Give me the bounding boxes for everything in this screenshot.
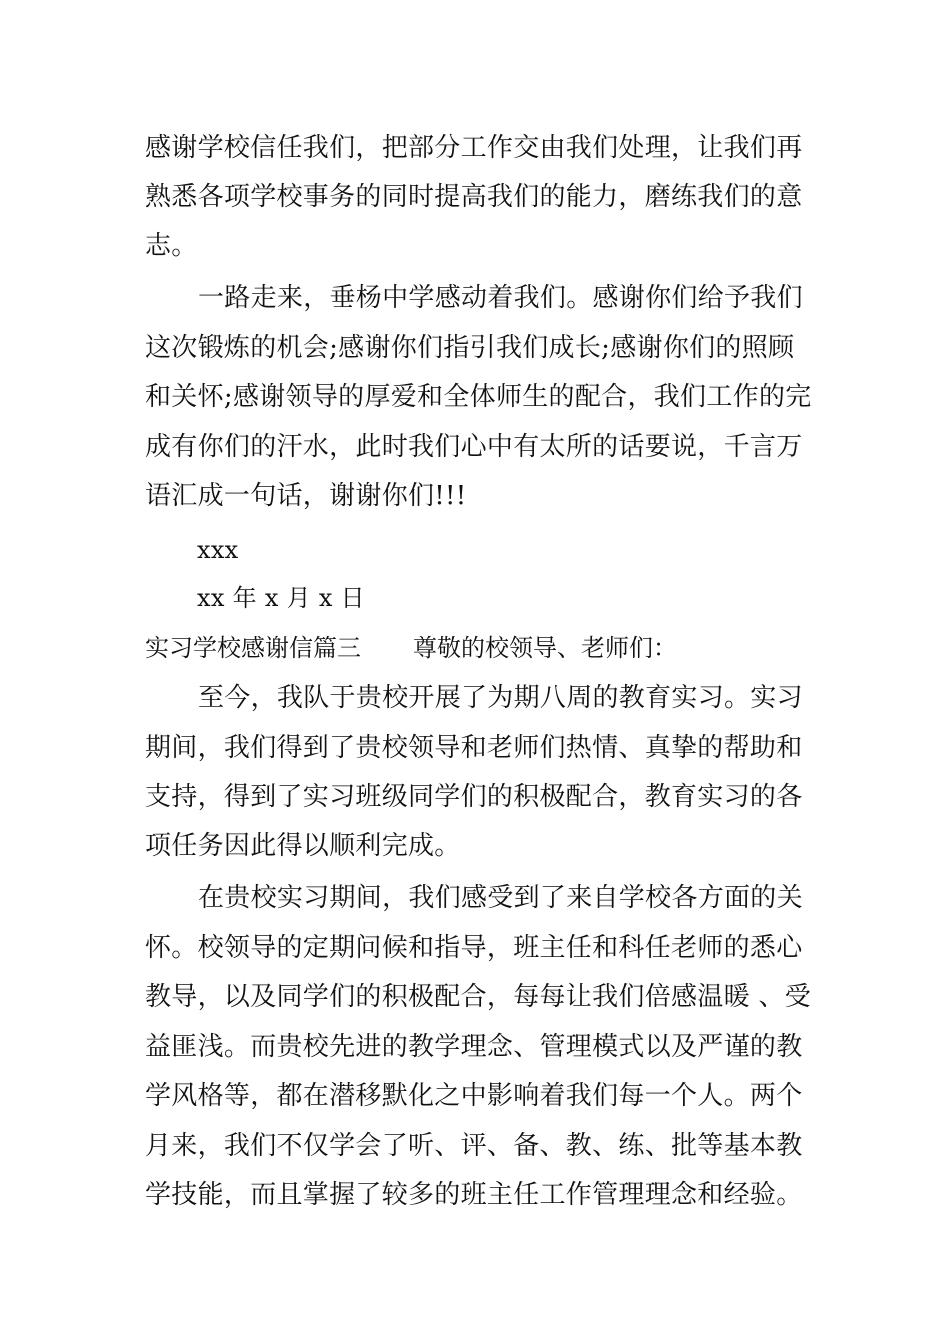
- paragraph-3-line-1: 至今，我队于贵校开展了为期八周的教育实习。实习: [198, 683, 803, 713]
- paragraph-4-line-6: 月来，我们不仅学会了听、评、备、教、练、批等基本教: [145, 1131, 803, 1161]
- paragraph-4-line-2: 怀。校领导的定期问候和指导，班主任和科任老师的悉心: [145, 933, 803, 963]
- date-line: xx 年 x 月 x 日: [197, 584, 365, 612]
- paragraph-3-line-4: 项任务因此得以顺利完成。: [145, 831, 461, 861]
- paragraph-1-line-2: 熟悉各项学校事务的同时提高我们的能力，磨练我们的意: [145, 182, 803, 212]
- signature: xxx: [197, 536, 239, 564]
- salutation: 尊敬的校领导、老师们：: [413, 634, 677, 662]
- paragraph-4-line-3: 教导，以及同学们的积极配合，每每让我们倍感温暖 、受: [145, 982, 812, 1012]
- paragraph-1-line-1: 感谢学校信任我们，把部分工作交由我们处理，让我们再: [145, 133, 803, 163]
- paragraph-2-line-2: 这次锻炼的机会;感谢你们指引我们成长;感谢你们的照顾: [145, 333, 795, 363]
- paragraph-2-line-4: 成有你们的汗水，此时我们心中有太所的话要说，千言万: [145, 432, 803, 462]
- paragraph-3-line-2: 期间，我们得到了贵校领导和老师们热情、真挚的帮助和: [145, 733, 803, 763]
- section-title: 实习学校感谢信篇三: [145, 634, 361, 662]
- paragraph-3-line-3: 支持，得到了实习班级同学们的积极配合，教育实习的各: [145, 782, 803, 812]
- paragraph-2-line-1: 一路走来，垂杨中学感动着我们。感谢你们给予我们: [198, 283, 803, 313]
- paragraph-4-line-7: 学技能，而且掌握了较多的班主任工作管理理念和经验。: [145, 1180, 803, 1210]
- paragraph-4-line-5: 学风格等，都在潜移默化之中影响着我们每一个人。两个: [145, 1081, 803, 1111]
- paragraph-4-line-4: 益匪浅。而贵校先进的教学理念、管理模式以及严谨的教: [145, 1032, 803, 1062]
- paragraph-4-line-1: 在贵校实习期间，我们感受到了来自学校各方面的关: [198, 883, 803, 913]
- section-heading: [145, 633, 677, 663]
- paragraph-2-line-3: 和关怀;感谢领导的厚爱和全体师生的配合，我们工作的完: [145, 382, 812, 412]
- paragraph-1-line-3: 志。: [145, 231, 198, 261]
- paragraph-2-line-5: 语汇成一句话，谢谢你们!!!: [145, 481, 467, 511]
